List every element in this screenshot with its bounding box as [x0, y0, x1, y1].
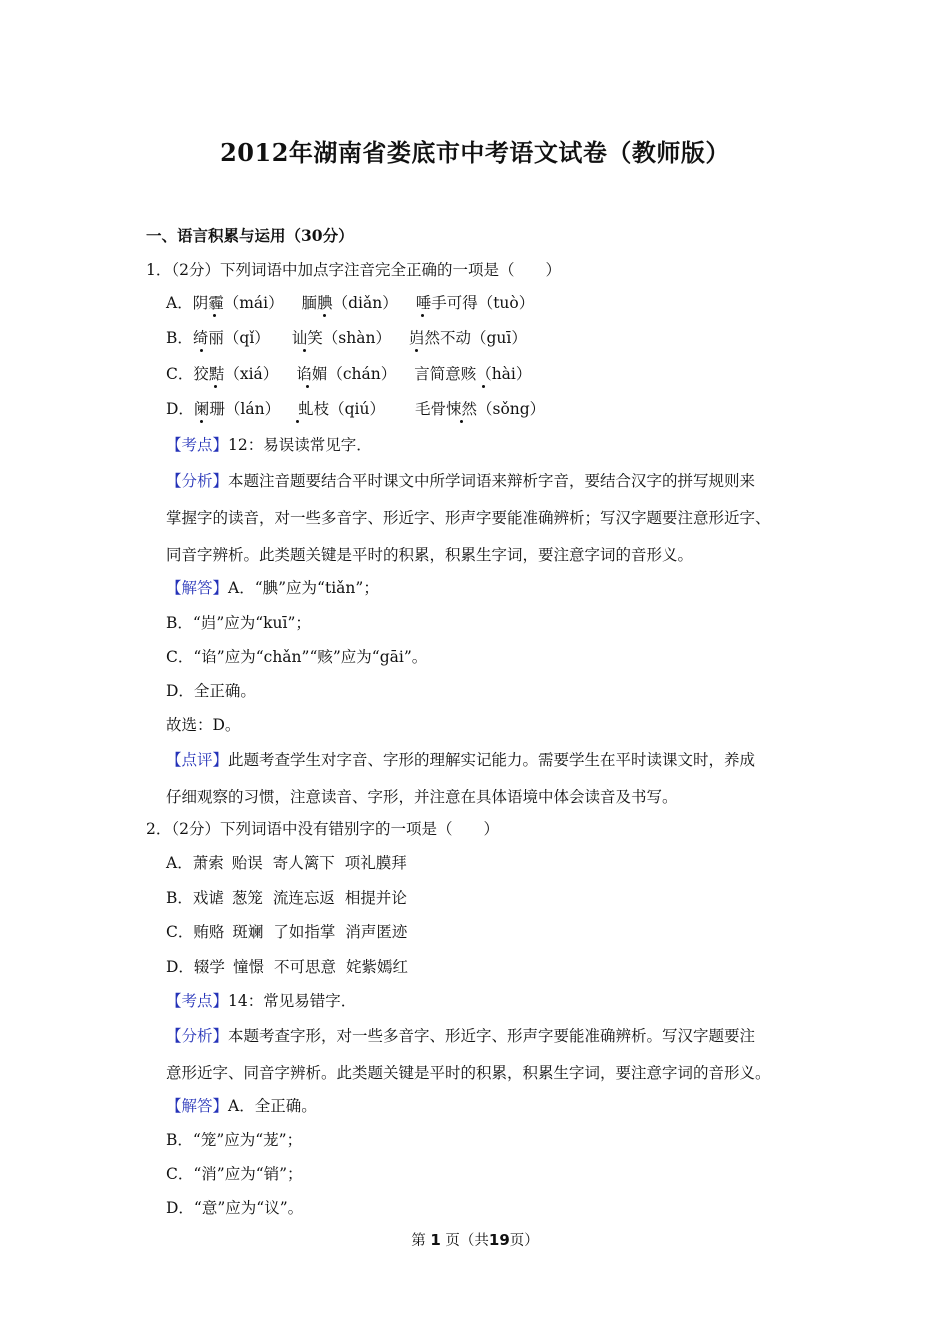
- q1-jieda-line4: D．全正确。: [166, 682, 256, 700]
- section-heading: 一、语言积累与运用（30分）: [146, 226, 354, 245]
- emphasis-dot: [415, 349, 418, 352]
- page-footer: 第 1 页（共19页）: [411, 1231, 539, 1249]
- emphasis-dot: [213, 314, 216, 317]
- q2-jieda-line2: B．“笼”应为“茏”；: [166, 1131, 303, 1149]
- total-pages: 19: [488, 1231, 510, 1249]
- q1-kaodian: 【考点】12：易误读常见字．: [166, 436, 372, 454]
- q1-jieda-line3: C．“谄”应为“chǎn”“赅”应为“gāi”。: [166, 648, 428, 666]
- q1-option-c: C．狡黠（xiá） 谄媚（chán） 言简意赅（hài）: [166, 365, 532, 383]
- q1-jieda: 【解答】A．“腆”应为“tiǎn”；: [166, 579, 379, 597]
- q1-option-d: D．阑珊（lán） 虬枝（qiú） 毛骨悚然（sǒng）: [166, 400, 546, 418]
- document-title: 2012年湖南省娄底市中考语文试卷（教师版）: [220, 138, 730, 167]
- q2-option-a: A．萧索 贻误 寄人篱下 项礼膜拜: [166, 854, 407, 872]
- q2-fenxi: 【分析】本题考查字形，对一些多音字、形近字、形声字要能准确辨析。写汉字题要注: [166, 1027, 756, 1045]
- emphasis-dot: [200, 349, 203, 352]
- q1-option-a: A．阴霾（mái） 腼腆（diǎn） 唾手可得（tuò）: [166, 294, 535, 312]
- emphasis-dot: [200, 420, 203, 423]
- question-2-stem: 2．（2分）下列词语中没有错别字的一项是（ ）: [146, 820, 499, 838]
- q2-option-b: B．戏谑 葱笼 流连忘返 相提并论: [166, 889, 407, 907]
- question-1-stem: 1．（2分）下列词语中加点字注音完全正确的一项是（ ）: [146, 261, 561, 279]
- q1-fenxi-line2: 掌握字的读音，对一些多音字、形近字、形声字要能准确辨析；写汉字题要注意形近字、: [166, 509, 771, 527]
- q1-fenxi-line3: 同音字辨析。此类题关键是平时的积累，积累生字词，要注意字词的音形义。: [166, 546, 694, 564]
- q2-fenxi-line2: 意形近字、同音字辨析。此类题关键是平时的积累，积累生字词，要注意字词的音形义。: [166, 1064, 771, 1082]
- emphasis-dot: [460, 420, 463, 423]
- q2-option-d: D．辍学 憧憬 不可思意 姹紫嫣红: [166, 958, 408, 976]
- q1-fenxi: 【分析】本题注音题要结合平时课文中所学词语来辩析字音，要结合汉字的拼写规则来: [166, 472, 756, 490]
- emphasis-dot: [296, 420, 299, 423]
- q2-jieda-line4: D．“意”应为“议”。: [166, 1199, 304, 1217]
- q2-option-c: C．贿赂 斑斓 了如指掌 消声匿迹: [166, 923, 408, 941]
- emphasis-dot: [482, 385, 485, 388]
- emphasis-dot: [323, 314, 326, 317]
- q2-jieda-line3: C．“消”应为“销”；: [166, 1165, 303, 1183]
- q1-dianping-line2: 仔细观察的习惯，注意读音、字形，并注意在具体语境中体会读音及书写。: [166, 788, 678, 806]
- q1-dianping: 【点评】此题考查学生对字音、字形的理解实记能力。需要学生在平时读课文时，养成: [166, 751, 756, 769]
- q2-kaodian: 【考点】14：常见易错字．: [166, 992, 357, 1010]
- q1-jieda-line2: B．“岿”应为“kuī”；: [166, 614, 311, 632]
- emphasis-dot: [303, 349, 306, 352]
- q1-answer: 故选：D。: [166, 716, 241, 734]
- q1-option-b: B．绮丽（qǐ） 讪笑（shàn） 岿然不动（guī）: [166, 329, 527, 347]
- emphasis-dot: [306, 385, 309, 388]
- emphasis-dot: [421, 314, 424, 317]
- current-page-number: 1: [430, 1231, 441, 1249]
- emphasis-dot: [214, 385, 217, 388]
- q2-jieda: 【解答】A．全正确。: [166, 1097, 317, 1115]
